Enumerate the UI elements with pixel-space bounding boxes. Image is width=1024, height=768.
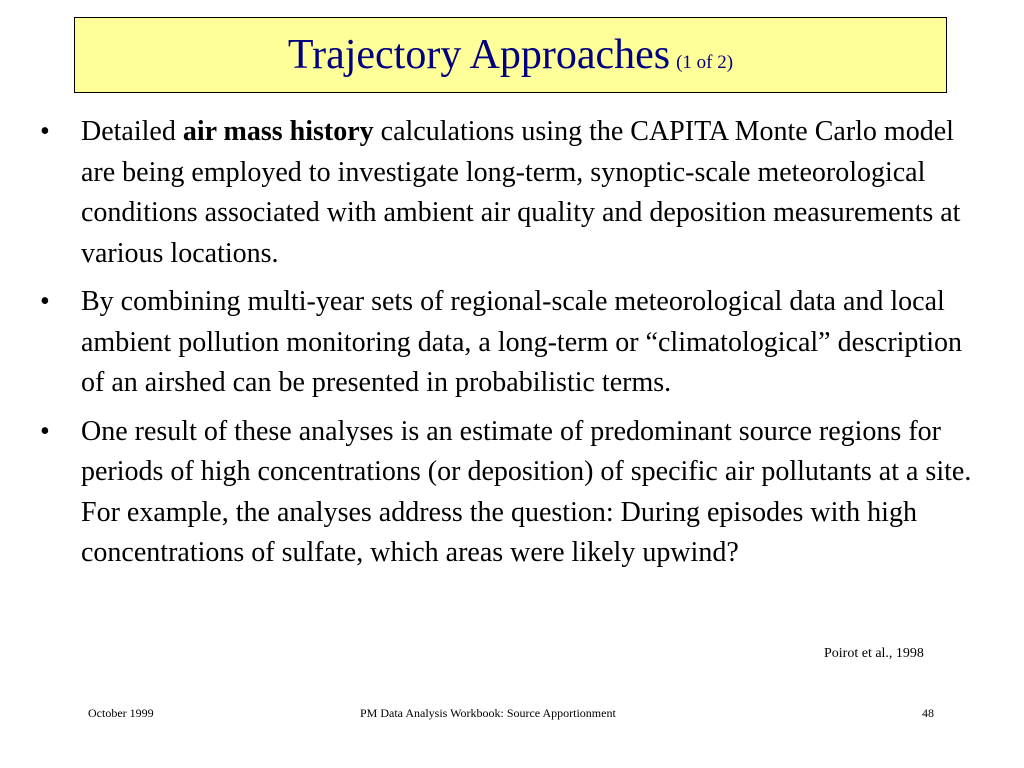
bullet-item (0, 112, 1024, 274)
slide-title (288, 34, 733, 76)
bullet-text: One result of these analyses is an estimate of predominant source regions for periods of high concentrations (or deposition) of specific air pollutants at a site. For example, the analyses address the question: During episodes with high concentrations of sulfate, which areas were likely upwind? (81, 415, 972, 568)
bullet-marker: • (40, 116, 50, 147)
bullet-marker: • (40, 415, 50, 447)
citation: Poirot et al., 1998 (824, 646, 924, 661)
footer-date: October 1999 (88, 706, 154, 720)
title-box (74, 17, 947, 93)
footer-title: PM Data Analysis Workbook: Source Apportionment (360, 706, 616, 720)
bullet-item (0, 412, 1024, 574)
slide-title-main: Trajectory Approaches (287, 32, 671, 78)
bullet-text-end: calculations using the CAPITA Monte Carlo model are being employed to investigate long-term, synoptic-scale meteorological conditions associated with ambient air quality and deposition measurements at various locations. (81, 116, 961, 269)
bullet-marker: • (40, 286, 50, 317)
bullet-text-start: Detailed (81, 116, 183, 147)
slide-title-sub: (1 of 2) (676, 52, 734, 73)
bullet-item (0, 282, 1024, 404)
bullet-emphasis: air mass history (182, 116, 374, 147)
page-number: 48 (922, 706, 934, 720)
bullet-list (0, 112, 1024, 582)
bullet-text: By combining multi-year sets of regional-scale meteorological data and local ambient pollution monitoring data, a long-term or “climatological” description of an airshed can be presented in probabilistic terms. (81, 286, 962, 398)
